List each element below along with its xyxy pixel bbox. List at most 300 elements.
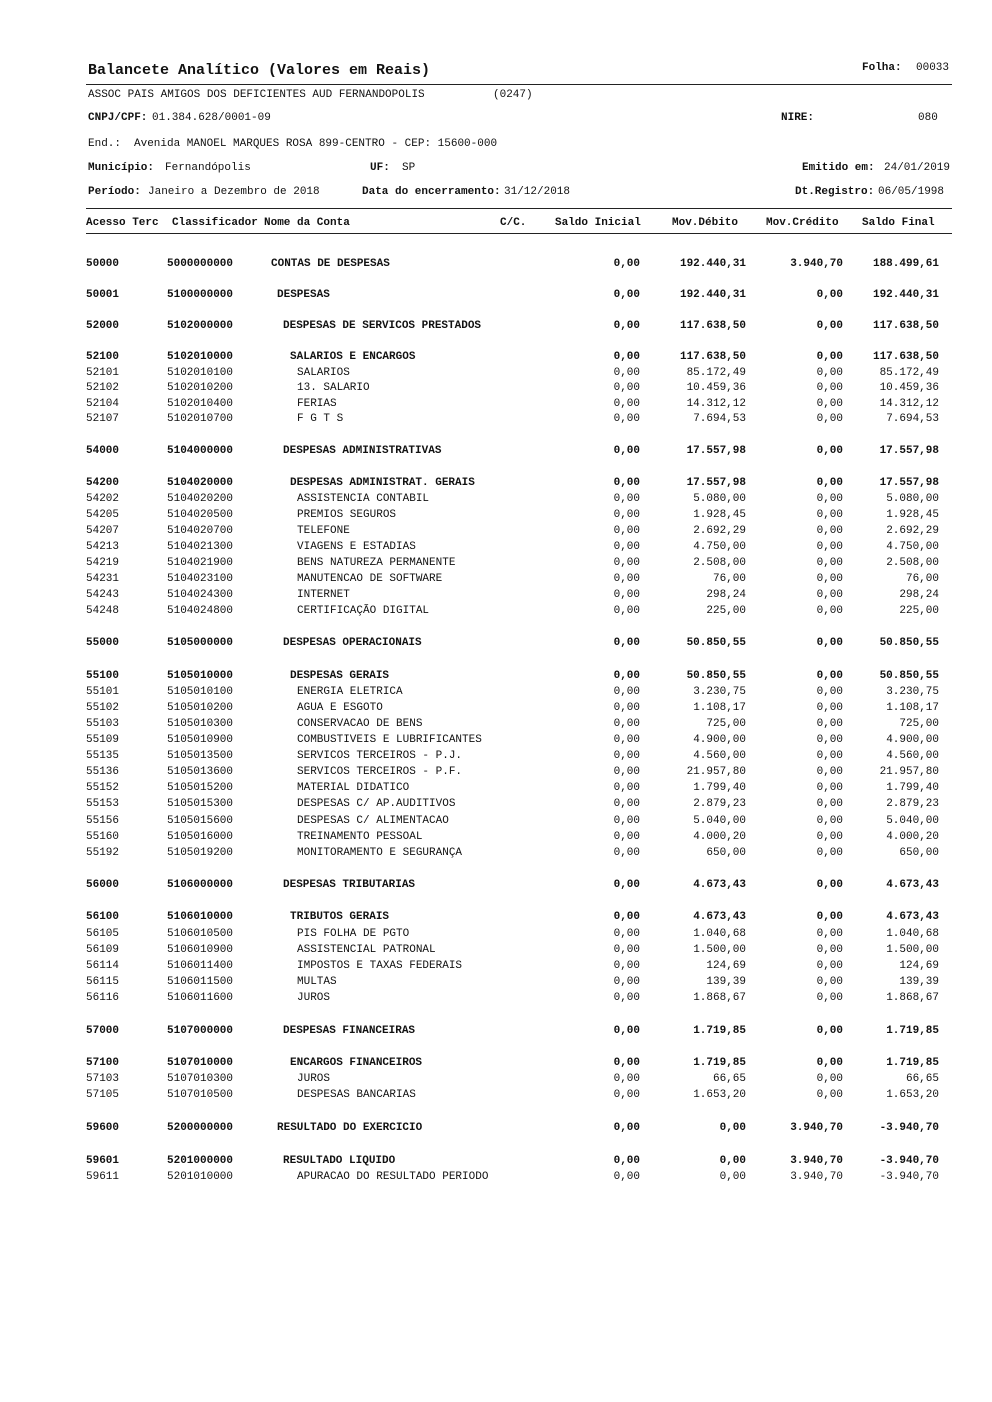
mov-credito: 0,00 (816, 493, 843, 505)
mov-debito: 21.957,80 (686, 766, 746, 778)
mov-credito: 0,00 (816, 1025, 843, 1037)
saldo-inicial: 0,00 (613, 750, 640, 762)
account-code: 54205 (86, 509, 120, 521)
table-row (0, 782, 992, 797)
classifier: 5105010200 (167, 702, 234, 714)
account-name: SALARIOS E ENCARGOS (290, 351, 416, 363)
mov-credito: 3.940,70 (790, 1171, 843, 1183)
address-value: Avenida MANOEL MARQUES ROSA 899-CENTRO - CEP: 15600-000 (134, 138, 498, 150)
table-row (0, 798, 992, 813)
column-header-row (0, 217, 992, 231)
account-code: 54243 (86, 589, 120, 601)
mov-debito: 50.850,55 (686, 637, 746, 649)
mov-credito: 0,00 (816, 1057, 843, 1069)
mov-credito: 0,00 (816, 702, 843, 714)
mov-debito: 17.557,98 (686, 445, 746, 457)
table-row (0, 1057, 992, 1072)
classifier: 5102010000 (167, 351, 234, 363)
mov-credito: 0,00 (816, 879, 843, 891)
account-name: IMPOSTOS E TAXAS FEDERAIS (297, 960, 463, 972)
account-code: 54202 (86, 493, 120, 505)
table-row (0, 573, 992, 588)
saldo-inicial: 0,00 (613, 413, 640, 425)
saldo-inicial: 0,00 (613, 1025, 640, 1037)
mov-credito: 0,00 (816, 928, 843, 940)
table-row (0, 382, 992, 397)
mov-debito: 85.172,49 (686, 367, 746, 379)
saldo-inicial: 0,00 (613, 879, 640, 891)
classifier: 5107000000 (167, 1025, 234, 1037)
account-name: ASSISTENCIAL PATRONAL (297, 944, 436, 956)
mov-debito: 4.673,43 (693, 911, 746, 923)
account-code: 59600 (86, 1122, 120, 1134)
account-code: 50001 (86, 289, 120, 301)
mov-debito: 14.312,12 (686, 398, 746, 410)
account-name: ENCARGOS FINANCEIROS (290, 1057, 423, 1069)
saldo-final: 1.040,68 (886, 928, 939, 940)
table-row (0, 445, 992, 460)
saldo-final: 1.719,85 (886, 1025, 939, 1037)
saldo-final: 139,39 (899, 976, 939, 988)
saldo-inicial: 0,00 (613, 637, 640, 649)
nire-value: 080 (918, 112, 938, 124)
account-code: 54231 (86, 573, 120, 585)
account-code: 55136 (86, 766, 120, 778)
saldo-final: 1.868,67 (886, 992, 939, 1004)
account-code: 56100 (86, 911, 120, 923)
mov-credito: 0,00 (816, 413, 843, 425)
table-row (0, 911, 992, 926)
table-row (0, 493, 992, 508)
saldo-final: 2.879,23 (886, 798, 939, 810)
table-row (0, 413, 992, 428)
account-name: MANUTENCAO DE SOFTWARE (297, 573, 443, 585)
saldo-inicial: 0,00 (613, 382, 640, 394)
table-row (0, 637, 992, 652)
account-code: 56109 (86, 944, 120, 956)
cnpj-value: 01.384.628/0001-09 (152, 112, 271, 124)
saldo-inicial: 0,00 (613, 1089, 640, 1101)
mov-debito: 117.638,50 (679, 320, 746, 332)
saldo-inicial: 0,00 (613, 702, 640, 714)
table-row (0, 815, 992, 830)
saldo-inicial: 0,00 (613, 847, 640, 859)
classifier: 5104020000 (167, 477, 234, 489)
mov-credito: 0,00 (816, 637, 843, 649)
classifier: 5107010000 (167, 1057, 234, 1069)
mov-debito: 50.850,55 (686, 670, 746, 682)
account-code: 52104 (86, 398, 120, 410)
mov-credito: 0,00 (816, 686, 843, 698)
table-row (0, 847, 992, 862)
classifier: 5106010000 (167, 911, 234, 923)
account-code: 55103 (86, 718, 120, 730)
mov-debito: 66,65 (712, 1073, 746, 1085)
account-name: FERIAS (297, 398, 337, 410)
account-name: INTERNET (297, 589, 350, 601)
account-name: APURACAO DO RESULTADO PERIODO (297, 1171, 489, 1183)
mov-credito: 3.940,70 (790, 1155, 843, 1167)
saldo-inicial: 0,00 (613, 670, 640, 682)
mov-debito: 0,00 (719, 1171, 746, 1183)
saldo-inicial: 0,00 (613, 686, 640, 698)
account-code: 55101 (86, 686, 120, 698)
classifier: 5105016000 (167, 831, 234, 843)
table-row (0, 258, 992, 273)
classifier: 5102010700 (167, 413, 234, 425)
account-name: DESPESAS TRIBUTARIAS (283, 879, 416, 891)
account-code: 55135 (86, 750, 120, 762)
account-code: 54248 (86, 605, 120, 617)
table-row (0, 976, 992, 991)
account-name: ASSISTENCIA CONTABIL (297, 493, 430, 505)
saldo-final: 3.230,75 (886, 686, 939, 698)
account-code: 56114 (86, 960, 120, 972)
saldo-final: 4.673,43 (886, 911, 939, 923)
account-name: PIS FOLHA DE PGTO (297, 928, 410, 940)
classifier: 5104020200 (167, 493, 234, 505)
mov-credito: 0,00 (816, 445, 843, 457)
account-name: CERTIFICAÇÃO DIGITAL (297, 605, 430, 617)
saldo-final: -3.940,70 (879, 1171, 939, 1183)
mov-credito: 0,00 (816, 351, 843, 363)
mov-debito: 1.928,45 (693, 509, 746, 521)
account-name: DESPESAS OPERACIONAIS (283, 637, 422, 649)
saldo-inicial: 0,00 (613, 509, 640, 521)
mov-credito: 0,00 (816, 798, 843, 810)
account-name: DESPESAS FINANCEIRAS (283, 1025, 416, 1037)
mov-credito: 0,00 (816, 831, 843, 843)
account-code: 52102 (86, 382, 120, 394)
table-row (0, 750, 992, 765)
classifier: 5104021900 (167, 557, 234, 569)
mov-credito: 0,00 (816, 382, 843, 394)
account-code: 54207 (86, 525, 120, 537)
mov-credito: 0,00 (816, 605, 843, 617)
classifier: 5105013600 (167, 766, 234, 778)
saldo-inicial: 0,00 (613, 605, 640, 617)
saldo-final: 17.557,98 (879, 445, 939, 457)
mov-credito: 0,00 (816, 718, 843, 730)
classifier: 5105015200 (167, 782, 234, 794)
mov-credito: 0,00 (816, 509, 843, 521)
saldo-final: 21.957,80 (879, 766, 939, 778)
classifier: 5105000000 (167, 637, 234, 649)
account-code: 55192 (86, 847, 120, 859)
classifier: 5000000000 (167, 258, 234, 270)
saldo-final: 4.750,00 (886, 541, 939, 553)
saldo-inicial: 0,00 (613, 960, 640, 972)
entity-code: (0247) (493, 89, 533, 101)
mov-debito: 3.230,75 (693, 686, 746, 698)
classifier: 5104023100 (167, 573, 234, 585)
encerramento-label: Data do encerramento: (362, 186, 501, 198)
table-row (0, 734, 992, 749)
account-name: AGUA E ESGOTO (297, 702, 383, 714)
account-code: 56115 (86, 976, 120, 988)
uf-value: SP (402, 162, 416, 174)
classifier: 5105010000 (167, 670, 234, 682)
mov-debito: 725,00 (706, 718, 746, 730)
mov-debito: 2.508,00 (693, 557, 746, 569)
table-row (0, 541, 992, 556)
mov-debito: 117.638,50 (679, 351, 746, 363)
table-row (0, 718, 992, 733)
mov-debito: 650,00 (706, 847, 746, 859)
classifier: 5105015600 (167, 815, 234, 827)
saldo-final: 650,00 (899, 847, 939, 859)
saldo-inicial: 0,00 (613, 976, 640, 988)
mov-credito: 0,00 (816, 766, 843, 778)
col-mov-debito: Mov.Débito (672, 217, 739, 229)
account-code: 57103 (86, 1073, 120, 1085)
classifier: 5104021300 (167, 541, 234, 553)
saldo-inicial: 0,00 (613, 258, 640, 270)
saldo-inicial: 0,00 (613, 525, 640, 537)
mov-debito: 1.799,40 (693, 782, 746, 794)
account-code: 55160 (86, 831, 120, 843)
table-row (0, 557, 992, 572)
saldo-final: 2.508,00 (886, 557, 939, 569)
classifier: 5106011600 (167, 992, 234, 1004)
mov-credito: 0,00 (816, 367, 843, 379)
saldo-inicial: 0,00 (613, 944, 640, 956)
saldo-inicial: 0,00 (613, 1155, 640, 1167)
mov-credito: 0,00 (816, 750, 843, 762)
account-name: DESPESAS C/ AP.AUDITIVOS (297, 798, 456, 810)
classifier: 5201000000 (167, 1155, 234, 1167)
header-divider-middle (86, 208, 952, 209)
mov-credito: 0,00 (816, 815, 843, 827)
mov-credito: 0,00 (816, 320, 843, 332)
mov-debito: 1.500,00 (693, 944, 746, 956)
mov-credito: 3.940,70 (790, 258, 843, 270)
saldo-final: 117.638,50 (872, 351, 939, 363)
account-name: DESPESAS BANCARIAS (297, 1089, 416, 1101)
saldo-inicial: 0,00 (613, 398, 640, 410)
mov-credito: 0,00 (816, 1089, 843, 1101)
table-row (0, 1073, 992, 1088)
saldo-inicial: 0,00 (613, 928, 640, 940)
mov-debito: 2.692,29 (693, 525, 746, 537)
account-name: CONTAS DE DESPESAS (271, 258, 390, 270)
mov-credito: 0,00 (816, 525, 843, 537)
account-name: BENS NATUREZA PERMANENTE (297, 557, 456, 569)
saldo-final: 1.653,20 (886, 1089, 939, 1101)
saldo-final: 4.560,00 (886, 750, 939, 762)
mov-credito: 0,00 (816, 573, 843, 585)
mov-debito: 1.719,85 (693, 1025, 746, 1037)
table-row (0, 477, 992, 492)
classifier: 5106011400 (167, 960, 234, 972)
saldo-final: 4.900,00 (886, 734, 939, 746)
nire-label: NIRE: (781, 112, 815, 124)
account-code: 59611 (86, 1171, 120, 1183)
account-code: 54200 (86, 477, 120, 489)
classifier: 5105010100 (167, 686, 234, 698)
table-row (0, 1155, 992, 1170)
account-name: JUROS (297, 992, 331, 1004)
account-code: 55152 (86, 782, 120, 794)
saldo-final: 50.850,55 (879, 637, 939, 649)
periodo-label: Período: (88, 186, 141, 198)
mov-debito: 1.719,85 (693, 1057, 746, 1069)
saldo-final: 1.799,40 (886, 782, 939, 794)
account-name: DESPESAS C/ ALIMENTACAO (297, 815, 449, 827)
cnpj-label: CNPJ/CPF: (88, 112, 148, 124)
mov-credito: 0,00 (816, 960, 843, 972)
account-name: DESPESAS (277, 289, 330, 301)
account-name: SALARIOS (297, 367, 350, 379)
account-name: DESPESAS GERAIS (290, 670, 390, 682)
classifier: 5102010400 (167, 398, 234, 410)
saldo-final: 7.694,53 (886, 413, 939, 425)
account-code: 52107 (86, 413, 120, 425)
table-row (0, 702, 992, 717)
mov-credito: 0,00 (816, 911, 843, 923)
saldo-inicial: 0,00 (613, 541, 640, 553)
classifier: 5102010100 (167, 367, 234, 379)
account-code: 54000 (86, 445, 120, 457)
mov-credito: 0,00 (816, 670, 843, 682)
emitido-value: 24/01/2019 (884, 162, 951, 174)
periodo-value: Janeiro a Dezembro de 2018 (148, 186, 320, 198)
mov-debito: 139,39 (706, 976, 746, 988)
classifier: 5105010900 (167, 734, 234, 746)
col-mov-credito: Mov.Crédito (766, 217, 839, 229)
classifier: 5201010000 (167, 1171, 234, 1183)
table-row (0, 525, 992, 540)
account-name: TRIBUTOS GERAIS (290, 911, 390, 923)
account-code: 55153 (86, 798, 120, 810)
table-row (0, 1171, 992, 1186)
account-code: 57000 (86, 1025, 120, 1037)
mov-credito: 0,00 (816, 976, 843, 988)
saldo-inicial: 0,00 (613, 589, 640, 601)
table-row (0, 766, 992, 781)
municipio-value: Fernandópolis (165, 162, 251, 174)
classifier: 5106011500 (167, 976, 234, 988)
table-row (0, 289, 992, 304)
saldo-final: 1.719,85 (886, 1057, 939, 1069)
table-row (0, 398, 992, 413)
account-code: 57100 (86, 1057, 120, 1069)
saldo-final: 5.040,00 (886, 815, 939, 827)
classifier: 5105010300 (167, 718, 234, 730)
saldo-inicial: 0,00 (613, 718, 640, 730)
account-name: F G T S (297, 413, 344, 425)
table-row (0, 831, 992, 846)
folha-label: Folha: (862, 62, 902, 74)
mov-credito: 0,00 (816, 541, 843, 553)
mov-debito: 225,00 (706, 605, 746, 617)
mov-debito: 10.459,36 (686, 382, 746, 394)
table-row (0, 1089, 992, 1104)
account-code: 57105 (86, 1089, 120, 1101)
header-divider-bottom (86, 233, 952, 234)
municipio-label: Município: (88, 162, 155, 174)
saldo-final: 298,24 (899, 589, 939, 601)
account-name: RESULTADO LIQUIDO (283, 1155, 396, 1167)
address-label: End.: (88, 138, 122, 150)
mov-credito: 0,00 (816, 782, 843, 794)
classifier: 5104020500 (167, 509, 234, 521)
saldo-inicial: 0,00 (613, 831, 640, 843)
emitido-label: Emitido em: (802, 162, 875, 174)
saldo-inicial: 0,00 (613, 1073, 640, 1085)
saldo-inicial: 0,00 (613, 351, 640, 363)
mov-debito: 1.040,68 (693, 928, 746, 940)
folha-value: 00033 (916, 62, 950, 74)
classifier: 5102000000 (167, 320, 234, 332)
mov-credito: 0,00 (816, 1073, 843, 1085)
table-row (0, 686, 992, 701)
classifier: 5107010300 (167, 1073, 234, 1085)
account-name: VIAGENS E ESTADIAS (297, 541, 416, 553)
table-row (0, 944, 992, 959)
mov-credito: 0,00 (816, 992, 843, 1004)
mov-credito: 0,00 (816, 477, 843, 489)
account-name: TREINAMENTO PESSOAL (297, 831, 423, 843)
saldo-final: 192.440,31 (872, 289, 939, 301)
classifier: 5104024800 (167, 605, 234, 617)
mov-debito: 124,69 (706, 960, 746, 972)
saldo-inicial: 0,00 (613, 573, 640, 585)
account-code: 54219 (86, 557, 120, 569)
table-row (0, 509, 992, 524)
saldo-final: 4.673,43 (886, 879, 939, 891)
saldo-inicial: 0,00 (613, 289, 640, 301)
col-nome: Nome da Conta (264, 217, 350, 229)
account-name: MULTAS (297, 976, 337, 988)
account-name: TELEFONE (297, 525, 350, 537)
account-name: COMBUSTIVEIS E LUBRIFICANTES (297, 734, 482, 746)
header-divider-top (86, 84, 952, 85)
saldo-inicial: 0,00 (613, 734, 640, 746)
mov-debito: 4.673,43 (693, 879, 746, 891)
encerramento-value: 31/12/2018 (504, 186, 571, 198)
saldo-inicial: 0,00 (613, 445, 640, 457)
mov-debito: 76,00 (712, 573, 746, 585)
classifier: 5105019200 (167, 847, 234, 859)
mov-credito: 0,00 (816, 589, 843, 601)
registro-value: 06/05/1998 (878, 186, 945, 198)
saldo-final: 2.692,29 (886, 525, 939, 537)
mov-debito: 5.040,00 (693, 815, 746, 827)
mov-credito: 3.940,70 (790, 1122, 843, 1134)
saldo-final: 124,69 (899, 960, 939, 972)
saldo-inicial: 0,00 (613, 766, 640, 778)
table-row (0, 960, 992, 975)
mov-credito: 0,00 (816, 289, 843, 301)
account-name: ENERGIA ELETRICA (297, 686, 403, 698)
saldo-final: 5.080,00 (886, 493, 939, 505)
col-classificador: Classificador (172, 217, 258, 229)
account-code: 56116 (86, 992, 120, 1004)
mov-debito: 1.108,17 (693, 702, 746, 714)
account-name: MATERIAL DIDATICO (297, 782, 410, 794)
account-name: DESPESAS ADMINISTRATIVAS (283, 445, 442, 457)
mov-debito: 1.868,67 (693, 992, 746, 1004)
saldo-final: 725,00 (899, 718, 939, 730)
account-code: 55102 (86, 702, 120, 714)
saldo-inicial: 0,00 (613, 798, 640, 810)
col-cc: C/C. (500, 217, 527, 229)
table-row (0, 605, 992, 620)
table-row (0, 1122, 992, 1137)
saldo-final: 76,00 (905, 573, 939, 585)
table-row (0, 1025, 992, 1040)
